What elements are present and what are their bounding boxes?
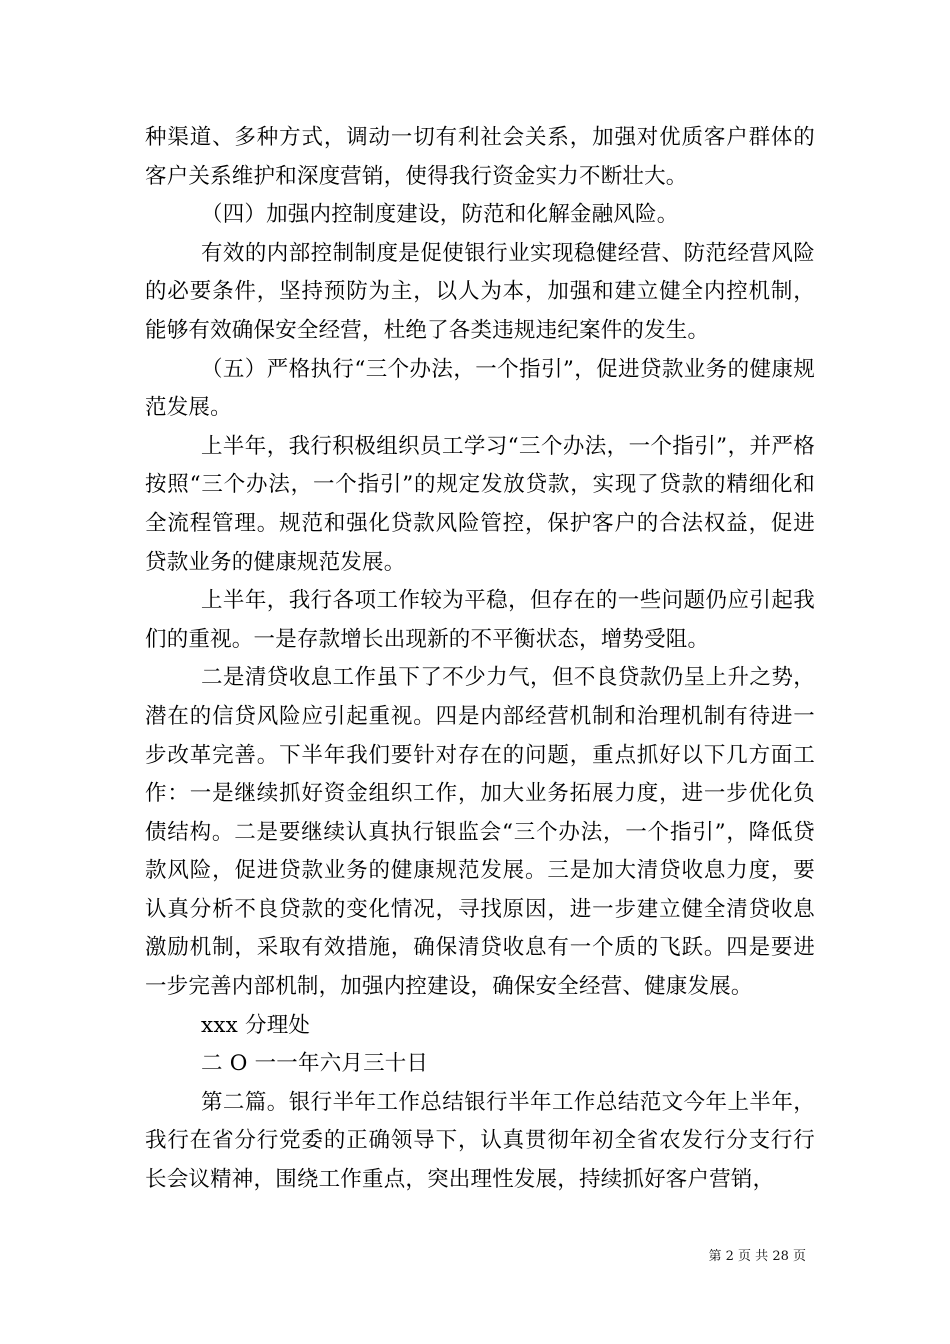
document-body: [145, 119, 815, 1200]
paragraph: 种渠道、多种方式，调动一切有利社会关系，加强对优质客户群体的客户关系维护和深度营销，使得我行资金实力不断壮大。: [145, 125, 815, 189]
paragraph: 二是清贷收息工作虽下了不少力气，但不良贷款仍呈上升之势，潜在的信贷风险应引起重视。四是内部经营机制和治理机制有待进一步改革完善。下半年我们要针对存在的问题，重点抓好以下几方面工作：一是继续抓好资金组织工作，加大业务拓展力度，进一步优化负债结构。二是要继续认真执行银监会“三个办法，一个指引”，降低贷款风险，促进贷款业务的健康规范发展。三是加大清贷收息力度，要认真分析不良贷款的变化情况，寻找原因，进一步建立健全清贷收息激励机制，采取有效措施，确保清贷收息有一个质的飞跃。四是要进一步完善内部机制，加强内控建设，确保安全经营、健康发展。: [145, 665, 815, 1000]
section-heading: （五）严格执行“三个办法，一个指引”，促进贷款业务的健康规范发展。: [145, 356, 815, 421]
signature-office: xxx 分理处: [201, 1012, 311, 1038]
paragraph: 有效的内部控制制度是促使银行业实现稳健经营、防范经营风险的必要条件，坚持预防为主，以人为本，加强和建立健全内控机制，能够有效确保安全经营，杜绝了各类违规违纪案件的发生。: [145, 240, 815, 343]
paragraph: 第二篇。银行半年工作总结银行半年工作总结范文今年上半年，我行在省分行党委的正确领导下，认真贯彻年初全省农发行分支行行长会议精神，围绕工作重点，突出理性发展，持续抓好客户营销，: [145, 1089, 815, 1193]
paragraph: 上半年，我行积极组织员工学习“三个办法，一个指引”，并严格按照“三个办法，一个指引”的规定发放贷款，实现了贷款的精细化和全流程管理。规范和强化贷款风险管控，保护客户的合法权益，促进贷款业务的健康规范发展。: [145, 433, 815, 575]
paragraph: 上半年，我行各项工作较为平稳，但存在的一些问题仍应引起我们的重视。一是存款增长出现新的不平衡状态，增势受阻。: [145, 588, 815, 652]
page-number: 第 2 页 共 28 页: [708, 1249, 806, 1264]
signature-date: 二 O 一一年六月三十日: [201, 1051, 429, 1077]
section-heading: （四）加强内控制度建设，防范和化解金融风险。: [201, 202, 679, 228]
